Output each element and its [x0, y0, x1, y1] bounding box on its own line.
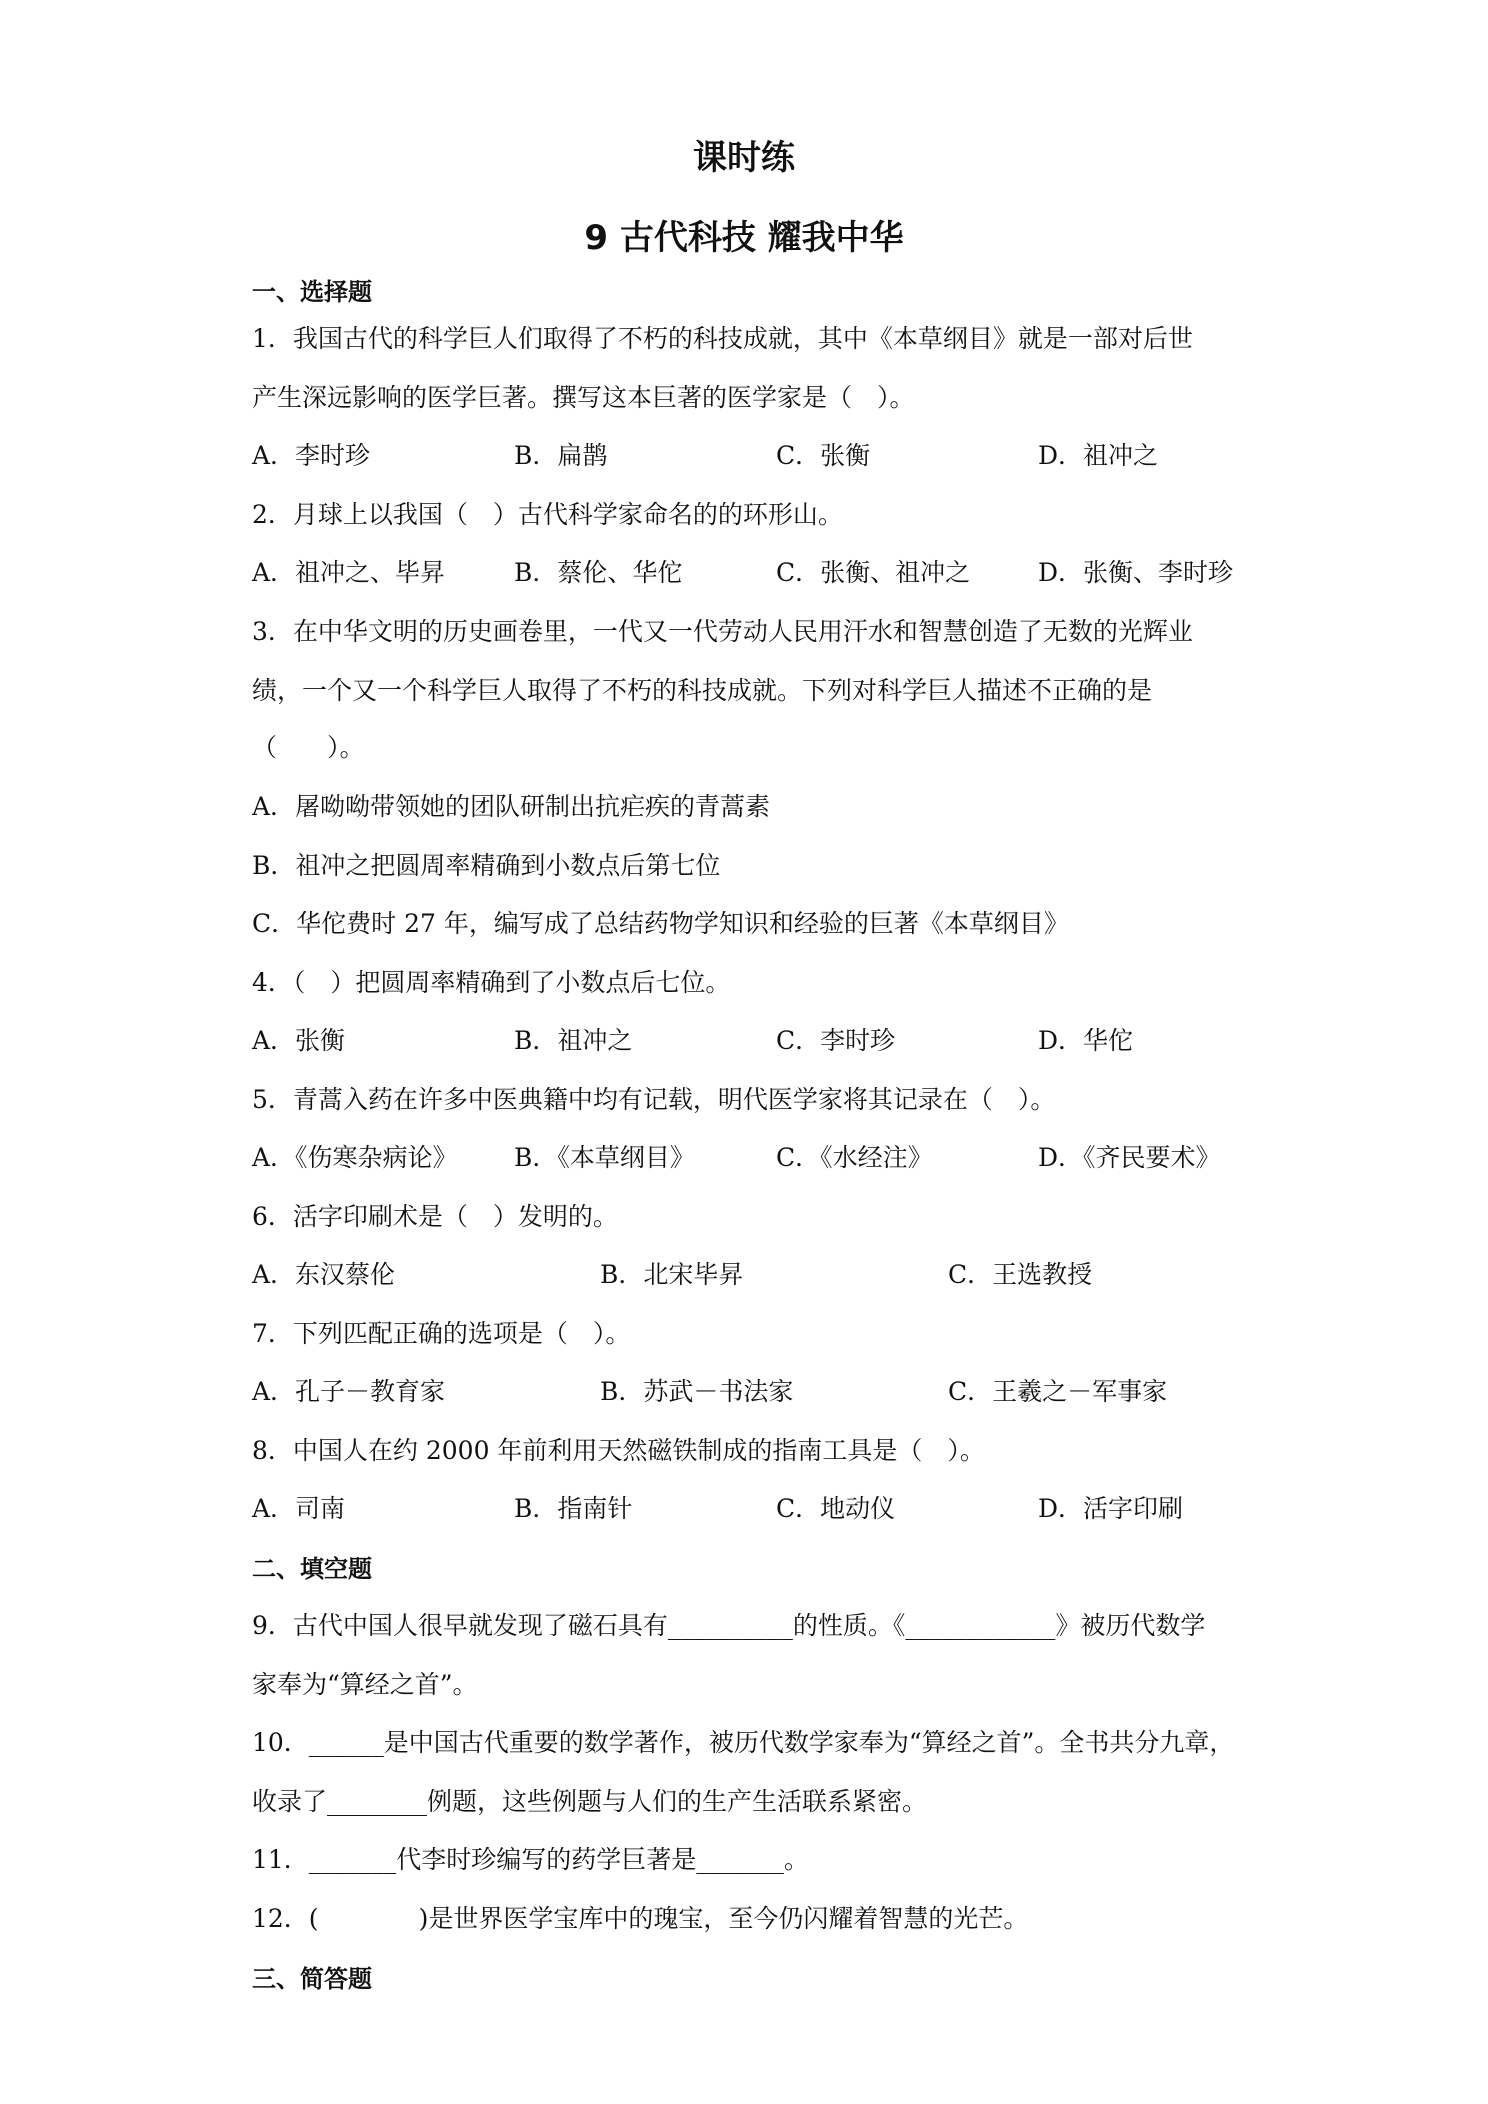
q8-option-b: B．指南针 — [514, 1494, 633, 1523]
lesson-title: 9 古代科技 耀我中华 — [584, 218, 904, 258]
q8-option-c: C．地动仪 — [776, 1494, 896, 1523]
q5-option-d: D．《齐民要术》 — [1038, 1143, 1221, 1172]
question-4-text: 4．（ ）把圆周率精确到了小数点后七位。 — [252, 968, 731, 997]
question-3-text-blank: （ ）。 — [252, 733, 365, 762]
q1-option-b: B．扁鹊 — [514, 441, 608, 470]
question-7-text: 7．下列匹配正确的选项是（ ）。 — [252, 1319, 631, 1348]
q2-option-b: B．蔡伦、华佗 — [514, 558, 683, 587]
q1-option-c: C．张衡 — [776, 441, 871, 470]
q4-option-a: A．张衡 — [252, 1026, 346, 1055]
q6-option-c: C．王选教授 — [948, 1260, 1093, 1289]
question-9-text: 9．古代中国人很早就发现了磁石具有__________的性质。《____________》被历代数学 — [252, 1611, 1206, 1640]
q2-option-a: A．祖冲之、毕昇 — [252, 558, 446, 587]
question-11-text: 11．_______代李时珍编写的药学巨著是_______。 — [252, 1845, 809, 1874]
question-1-text-cont: 产生深远影响的医学巨著。撰写这本巨著的医学家是（ ）。 — [252, 383, 915, 412]
section-heading-short-answer: 三、简答题 — [252, 1965, 372, 1993]
page-title: 课时练 — [693, 138, 795, 178]
q5-option-a: A．《伤寒杂病论》 — [252, 1143, 458, 1172]
q6-option-b: B．北宋毕昇 — [600, 1260, 744, 1289]
q8-option-a: A．司南 — [252, 1494, 346, 1523]
q6-option-a: A．东汉蔡伦 — [252, 1260, 396, 1289]
q1-option-a: A．李时珍 — [252, 441, 371, 470]
q3-option-a: A．屠呦呦带领她的团队研制出抗疟疾的青蒿素 — [252, 792, 771, 821]
q3-option-b: B．祖冲之把圆周率精确到小数点后第七位 — [252, 851, 721, 880]
question-3-text-cont: 绩，一个又一个科学巨人取得了不朽的科技成就。下列对科学巨人描述不正确的是 — [252, 676, 1153, 705]
q3-option-c: C．华佗费时 27 年，编写成了总结药物学知识和经验的巨著《本草纲目》 — [252, 909, 1069, 938]
question-2-text: 2．月球上以我国（ ）古代科学家命名的的环形山。 — [252, 500, 843, 529]
question-9-text-cont: 家奉为“算经之首”。 — [252, 1670, 478, 1699]
q5-option-c: C．《水经注》 — [776, 1143, 933, 1172]
q2-option-c: C．张衡、祖冲之 — [776, 558, 971, 587]
question-6-text: 6．活字印刷术是（ ）发明的。 — [252, 1202, 618, 1231]
question-10-text-cont: 收录了________例题，这些例题与人们的生产生活联系紧密。 — [252, 1787, 928, 1816]
section-heading-fill: 二、填空题 — [252, 1555, 372, 1583]
question-1-text: 1．我国古代的科学巨人们取得了不朽的科技成就，其中《本草纲目》就是一部对后世 — [252, 324, 1193, 353]
section-heading-choice: 一、选择题 — [252, 278, 372, 306]
question-3-text: 3．在中华文明的历史画卷里，一代又一代劳动人民用汗水和智慧创造了无数的光辉业 — [252, 617, 1193, 646]
q4-option-b: B．祖冲之 — [514, 1026, 633, 1055]
q7-option-a: A．孔子－教育家 — [252, 1377, 446, 1406]
q1-option-d: D．祖冲之 — [1038, 441, 1159, 470]
question-10-text: 10．______是中国古代重要的数学著作，被历代数学家奉为“算经之首”。全书共分九章， — [252, 1728, 1235, 1757]
q5-option-b: B．《本草纲目》 — [514, 1143, 695, 1172]
q8-option-d: D．活字印刷 — [1038, 1494, 1184, 1523]
q4-option-c: C．李时珍 — [776, 1026, 896, 1055]
question-12-text: 12．( )是世界医学宝库中的瑰宝，至今仍闪耀着智慧的光芒。 — [252, 1904, 1029, 1933]
question-8-text: 8．中国人在约 2000 年前利用天然磁铁制成的指南工具是（ ）。 — [252, 1436, 985, 1465]
q7-option-c: C．王羲之－军事家 — [948, 1377, 1168, 1406]
q7-option-b: B．苏武－书法家 — [600, 1377, 794, 1406]
q4-option-d: D．华佗 — [1038, 1026, 1134, 1055]
q2-option-d: D．张衡、李时珍 — [1038, 558, 1234, 587]
question-5-text: 5．青蒿入药在许多中医典籍中均有记载，明代医学家将其记录在（ ）。 — [252, 1085, 1056, 1114]
